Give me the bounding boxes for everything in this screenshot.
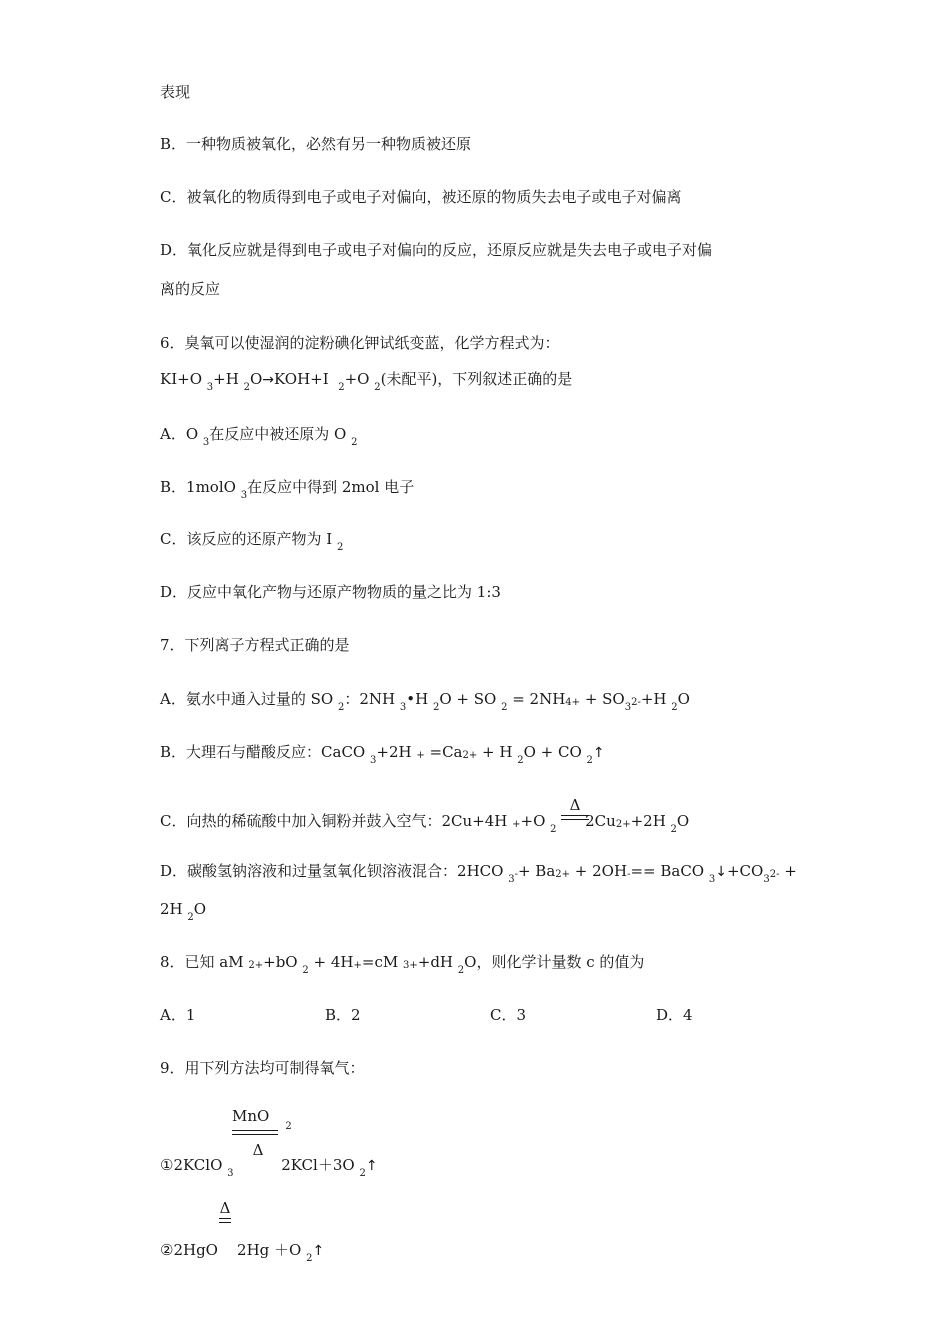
text-run: +O	[344, 370, 375, 388]
text-line	[160, 861, 797, 884]
text-line	[160, 333, 560, 353]
text-run: =Ca	[424, 743, 463, 761]
text-run: 2	[586, 755, 593, 766]
text-run: 2	[337, 702, 345, 713]
text-run: 表现	[160, 83, 191, 101]
text-run: 2	[501, 702, 508, 713]
text-run: ：2NH	[344, 690, 400, 708]
text-run: 3	[708, 874, 716, 885]
text-run: +dH	[417, 953, 458, 971]
text-run: +	[779, 862, 797, 880]
text-line	[160, 369, 572, 392]
text-run: +2H	[630, 812, 671, 830]
text-run: O	[676, 812, 690, 830]
text-run: 2	[670, 824, 677, 835]
text-run: A．氨水中通入过量的 SO	[160, 690, 338, 708]
text-run: ②2HgO 2Hg ＋O	[160, 1241, 307, 1259]
text-line	[160, 1058, 365, 1078]
text-run: B．一种物质被氧化，必然有另一种物质被还原	[160, 135, 472, 153]
text-line	[160, 424, 358, 447]
text-run: +CO	[726, 862, 764, 880]
equals-line-kclo3-bottom	[232, 1134, 278, 1135]
text-run: 3	[227, 1168, 234, 1179]
text-run: +	[416, 750, 425, 761]
text-run: 6．臭氧可以使湿润的淀粉碘化钾试纸变蓝，化学方程式为：	[160, 334, 560, 352]
text-run: C．被氧化的物质得到电子或电子对偏向，被还原的物质失去电子或电子对偏离	[160, 188, 682, 206]
heat-condition-c: Δ	[569, 796, 581, 814]
text-run: A．O	[160, 425, 203, 443]
text-run: O + CO	[523, 743, 587, 761]
text-run: 2+	[615, 819, 631, 830]
text-run: +	[353, 960, 362, 971]
text-line	[160, 240, 712, 260]
text-run: 2H	[160, 900, 188, 918]
text-line	[160, 742, 605, 765]
text-run: 3	[370, 755, 377, 766]
answer-option: D．4	[656, 1006, 693, 1024]
text-run: KI+O	[160, 370, 207, 388]
text-run: 2+	[555, 869, 571, 880]
text-line	[160, 952, 644, 975]
text-run: B．大理石与醋酸反应：CaCO	[160, 743, 370, 761]
text-run: +H	[213, 370, 244, 388]
text-run: 2	[351, 437, 358, 448]
text-run: 3	[763, 874, 770, 885]
text-line	[160, 1240, 324, 1263]
text-run: = 2NH	[507, 690, 566, 708]
text-run: 2	[306, 1253, 313, 1264]
text-run: +2H	[376, 743, 417, 761]
text-run: +	[512, 819, 521, 830]
text-line	[160, 134, 471, 154]
text-run: 离的反应	[160, 280, 221, 298]
text-run: 2-	[769, 869, 780, 880]
text-run: →	[262, 372, 274, 388]
text-run: -	[627, 869, 631, 880]
text-line	[160, 82, 190, 102]
text-run: 2	[338, 382, 345, 393]
equals-line-hgo-bottom	[219, 1222, 231, 1223]
text-run: 2	[457, 965, 465, 976]
text-run: +O	[520, 812, 551, 830]
text-run: D．氧化反应就是得到电子或电子对偏向的反应，还原反应就是失去电子或电子对偏	[160, 241, 713, 259]
text-run: ①2KClO	[160, 1156, 228, 1174]
text-run: 2	[187, 912, 194, 923]
text-run: -	[514, 869, 518, 880]
text-run: 2KCl＋3O	[233, 1156, 360, 1174]
text-run: 2	[550, 824, 557, 835]
text-run: 2+	[462, 750, 478, 761]
text-run: 3	[206, 382, 214, 393]
text-line	[160, 689, 690, 712]
text-run: ↑	[592, 745, 605, 761]
text-run: O	[677, 690, 690, 708]
text-run: ↑	[312, 1243, 325, 1259]
text-run: 3	[202, 437, 210, 448]
answer-option: A．1	[160, 1006, 196, 1024]
text-run: 4+	[565, 697, 581, 708]
text-run: 9．用下列方法均可制得氧气：	[160, 1059, 365, 1077]
text-run: O	[249, 370, 263, 388]
text-run: C．向热的稀硫酸中加入铜粉并鼓入空气：2Cu+4H	[160, 812, 513, 830]
text-run: D．碳酸氢钠溶液和过量氢氧化钡溶液混合：2HCO	[160, 862, 509, 880]
catalyst-mno2: MnO$_2$	[232, 1107, 292, 1132]
text-run: 2	[302, 965, 309, 976]
text-run: C．该反应的还原产物为 I	[160, 530, 337, 548]
text-line	[160, 1155, 378, 1178]
text-run: =cM	[361, 953, 403, 971]
text-run: 3	[624, 702, 632, 713]
text-run: B．1molO	[160, 478, 241, 496]
text-line	[160, 899, 206, 922]
text-run: == BaCO	[630, 862, 709, 880]
text-run: (未配平)，下列叙述正确的是	[380, 370, 573, 388]
text-run: + 2OH	[570, 862, 628, 880]
text-run: 2-	[631, 697, 641, 708]
text-run: 2+	[248, 960, 264, 971]
heat-condition-hgo: Δ	[219, 1199, 231, 1217]
text-run: O，则化学计量数 c 的值为	[464, 953, 645, 971]
equals-line-c-bottom	[561, 819, 589, 820]
text-line	[160, 811, 689, 834]
text-run: + Ba	[517, 862, 556, 880]
text-run: 2	[517, 755, 524, 766]
text-run: D．反应中氧化产物与还原产物物质的量之比为 1:3	[160, 583, 501, 601]
text-line	[160, 529, 343, 552]
text-line	[160, 279, 220, 299]
text-run: 2	[359, 1168, 366, 1179]
text-line	[160, 582, 501, 602]
text-run: 2Cu	[585, 812, 616, 830]
text-run: +bO	[263, 953, 303, 971]
text-run: 在反应中被还原为 O	[209, 425, 352, 443]
answer-option: C．3	[490, 1006, 527, 1024]
text-run: 在反应中得到 2mol 电子	[247, 478, 415, 496]
text-line	[160, 477, 414, 500]
text-run: O	[193, 900, 207, 918]
text-run: 3	[240, 490, 248, 501]
text-run: 2	[243, 382, 250, 393]
text-run: 3	[399, 702, 407, 713]
equals-line-c-top	[561, 815, 589, 816]
text-run: + H	[477, 743, 518, 761]
text-run: 7．下列离子方程式正确的是	[160, 636, 350, 654]
text-run: ↑	[365, 1158, 378, 1174]
text-run: 3+	[403, 960, 418, 971]
text-run: ↓	[715, 864, 727, 880]
text-run: KOH+I	[273, 370, 339, 388]
equals-line-kclo3-top	[232, 1130, 278, 1131]
heat-condition-kclo3: Δ	[252, 1141, 264, 1159]
equals-line-hgo-top	[219, 1218, 231, 1219]
text-run: 2	[374, 382, 381, 393]
text-run: 3	[508, 874, 515, 885]
text-run: + SO	[580, 690, 625, 708]
text-line	[160, 635, 350, 655]
text-run: +H	[640, 690, 672, 708]
text-line	[160, 187, 681, 207]
text-run: + 4H	[308, 953, 354, 971]
answer-option: B．2	[325, 1006, 361, 1024]
text-run: 8．已知 aM	[160, 953, 249, 971]
text-run: •H	[406, 690, 433, 708]
text-run: 2	[336, 542, 344, 553]
text-run: O + SO	[439, 690, 502, 708]
text-run: 2	[671, 702, 678, 713]
text-run: 2	[432, 702, 440, 713]
